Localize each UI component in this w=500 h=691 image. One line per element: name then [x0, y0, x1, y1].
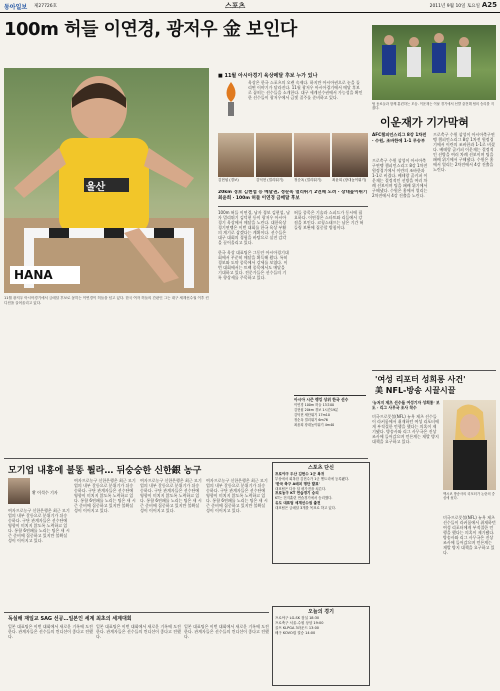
issue-number: 제27726호 [34, 4, 58, 9]
byline-photo [8, 478, 30, 504]
sponsor-logo: HANA [14, 268, 53, 282]
page-number: A25 [481, 1, 497, 9]
brief-body: 대표팀은 금메달 3개를 목표로 하고 있다. [275, 505, 337, 510]
lower-divider [4, 458, 368, 459]
tv-box [272, 606, 370, 686]
main-kicker: ■ 11월 아시아경기 육상메달 후보 누가 있나 [218, 73, 318, 79]
main-summary: 20km 경보 김현섭 등 메달권, 정순옥 멀리뛰기 2연패 노려 · 장대높이뛰기 최윤희 · 100m 허들 이연경 금메달 후보 [218, 190, 368, 201]
tv-row: 프로축구 서울-수원 상암 19:00 [275, 621, 324, 625]
hurdle-photo-caption: 11월 광저우 아시아경기에서 금메달 후보로 꼽히는 이연경이 허들을 넘고 있다. 한국 여자 허들의 간판인 그는 대구 세계선수권 이후 컨디션을 끌어올리고 있다. [4, 296, 209, 305]
stats-table [294, 395, 366, 456]
sub-body-3: 일본 대표팀은 이번 대회에서 새로운 기록에 도전한다. 관계자들은 선수들의 컨디션이 좋다고 전했다. [184, 624, 269, 639]
tv-row: 골프 KLPGA 3라운드 13:00 [275, 626, 320, 630]
brief-head: 프로농구 KT 연습경기 승리 [275, 491, 319, 495]
soccer-photo-caption: 팀 동료들과 함께 훈련하는 모습. 이운재는 이날 경기에서 선발 출전해 팀의 승리를 지켰다. [372, 102, 494, 110]
sub-body: 일본 대표팀은 이번 대회에서 새로운 기록에 도전한다. 관계자들은 선수들의 컨디션이 좋다고 전했다. [8, 624, 93, 639]
hurdle-photo [4, 68, 209, 293]
nfl-headline: '여성 리포터 성희롱 사건' [375, 375, 466, 384]
sponsor-board [10, 266, 80, 284]
brief-body: 대표팀은 다음 달 평가전을 치른다. [275, 486, 327, 491]
portrait-caption-1: 김현섭 (경보) [218, 178, 239, 182]
tv-row: 프로야구 LG-SK 잠실 18:30 [275, 616, 320, 620]
portrait-row [218, 133, 368, 185]
stats-row: 김현섭 20km 경보 1시간19분 [294, 408, 339, 412]
brief-head: 유도 대표팀 세계선수권 출전 [275, 500, 321, 505]
basketball-body-2: 여자프로농구 신한은행은 최근 모기업의 내부 갈등으로 분위기가 뒤숭숭하다. 구단 관계자들은 선수단에 영향이 미치지 않도록 노력하고 있다. 통합 6연패를 노리는 팀은 새 시즌 준비에 집중하고 있지만 불확실성이 이어지고 있다. [74, 478, 136, 513]
byline: 황 이석수 기자 [32, 490, 58, 495]
stats-row: 정순옥 멀리뛰기 6m76 [294, 418, 328, 422]
nfl-body: 미국프로풋볼(NFL) 뉴욕 제츠 선수들이 라커룸에서 취재하던 여성 리포터에게 부적절한 언행을 했다는 의혹이 제기됐다. 방송사와 리그 사무국은 진상 조사에 들어갔으며 언론계는 재발 방지 대책을 요구하고 있다. [372, 414, 439, 444]
basketball-body: 여자프로농구 신한은행은 최근 모기업의 내부 갈등으로 분위기가 뒤숭숭하다. 구단 관계자들은 선수단에 영향이 미치지 않도록 노력하고 있다. 통합 6연패를 노리는 팀은 새 시즌 준비에 집중하고 있지만 불확실성이 이어지고 있다. [8, 508, 70, 543]
brief-body: 부상에서 회복한 김현수가 1군 엔트리에 등록됐다. [275, 477, 350, 481]
portrait-kim-hyunsub [218, 133, 254, 177]
main-body-d: 허들 종목은 기술과 스피드가 동시에 필요하다. 이연경은 스타트와 리듬에서 강점을 보인다. 코칭스태프는 남은 기간 허들링 보완에 집중할 방침이다. [294, 210, 364, 230]
hurdler-illustration [4, 68, 209, 293]
basketball-headline: 모기업 내홍에 불똥 튈라… 뒤숭숭한 신한銀 농구 [8, 466, 202, 476]
section-title: 스포츠 [225, 2, 246, 10]
portrait-caption-4: 최윤희 (장대높이뛰기) [332, 178, 367, 182]
summary-divider [218, 206, 368, 207]
portrait-caption-3: 정순옥 (멀리뛰기) [294, 178, 322, 182]
portrait-caption-2: 김덕현 (멀리뛰기) [256, 178, 284, 182]
stats-row: 김덕현 세단뛰기 17m10 [294, 413, 330, 417]
brand-name: 동아일보 [4, 4, 28, 11]
portrait-kim-dukhyun [256, 133, 292, 177]
soccer-body-cont: 프로축구 수원 삼성이 아시아축구연맹 챔피언스리그 8강 1차전 원정경기에서 이란의 조바한과 1-1로 비겼다. 베테랑 골키퍼 이운재는 결정적인 선방을 여러 차례 선보이며 팀을 패배 위기에서 구해냈다. 수원은 홈에서 열리는 2차전에서 4강 진출을 노린다. [433, 132, 495, 172]
main-body-a: 육상은 한국 스포츠의 오랜 숙제다. 하지만 아시아권으로 눈을 돌리면 이야기가 달라진다. 11월 광저우 아시아경기에서 메달 후보로 꼽히는 선수들을 소개한다. 대구 세계선수권에서 가능성을 확인한 선수들이 광저우에서 금빛 질주를 준비하고 있다. [248, 80, 363, 100]
torch-icon [218, 80, 244, 118]
main-body-c: 한국 육상 대표팀은 그동안 아시아경기대회에서 꾸준히 메달을 획득해 왔다. 특히 경보와 도약 종목에서 강세를 보였다. 이번 대회에서는 트랙 종목에서도 메달을 기대하고 있다. 전문가들은 선수들의 기록 향상세를 주목하고 있다. [218, 250, 289, 280]
masthead [0, 0, 500, 13]
issue-date: 2011년 9월 10일 토요일 [429, 4, 480, 9]
nfl-body-cont: 미국프로풋볼(NFL) 뉴욕 제츠 선수들이 라커룸에서 취재하던 여성 리포터에게 부적절한 언행을 했다는 의혹이 제기됐다. 방송사와 리그 사무국은 진상 조사에 들어갔으며 언론계는 재발 방지 대책을 요구하고 있다. [443, 515, 496, 555]
portrait-choi-yunhee [332, 133, 368, 177]
brief-head: 프로야구 두산 김현수 1군 복귀 [275, 472, 325, 476]
tv-title: 오늘의 경기 [308, 609, 334, 615]
portrait-jung-soonok [294, 133, 330, 177]
main-body-b: 100m 허들 이연경, 남자 경보 김현섭, 남자 멀리뛰기 김덕현 등이 광저우 아시아경기 육상에서 메달을 노린다. 대한육상경기연맹은 이번 대회를 한국 육상 부활의 계기로 삼겠다는 계획이다. 선수들은 대구 대회의 경험을 바탕으로 실전 감각을 끌어올리고 있다. [218, 210, 290, 245]
basketball-body-4: 여자프로농구 신한은행은 최근 모기업의 내부 갈등으로 분위기가 뒤숭숭하다. 구단 관계자들은 선수단에 영향이 미치지 않도록 노력하고 있다. 통합 6연패를 노리는 팀은 새 시즌 준비에 집중하고 있지만 불확실성이 이어지고 있다. [206, 478, 268, 513]
nfl-lead: '뉴저지 제츠 선수들 여성기자 성희롱' 보도 · 리그 사무국 조사 착수 [372, 400, 440, 410]
main-kicker-text: 11월 아시아경기 육상메달 후보 누가 있나 [224, 73, 318, 79]
stats-title: 아시아 시즌 랭킹 상위 한국 선수 [294, 397, 349, 402]
brief-head: '한국 축구 A매치 명단 발표' [275, 481, 320, 486]
bib-label: 울산 [86, 182, 106, 193]
reporter-photo [443, 400, 496, 490]
reporter-caption: 멕시코 방송사의 리포터가 논란의 중심에 섰다. [443, 492, 495, 500]
sub-body-2: 일본 대표팀은 이번 대회에서 새로운 기록에 도전한다. 관계자들은 선수들의 컨디션이 좋다고 전했다. [96, 624, 181, 639]
nfl-divider [372, 370, 496, 371]
basketball-body-3: 여자프로농구 신한은행은 최근 모기업의 내부 갈등으로 분위기가 뒤숭숭하다. 구단 관계자들은 선수단에 영향이 미치지 않도록 노력하고 있다. 통합 6연패를 노리는 팀은 새 시즌 준비에 집중하고 있지만 불확실성이 이어지고 있다. [140, 478, 202, 513]
soccer-subhead: AFC챔피언스리그 8강 1차전 · 수원, 조바한에 1-1 무승부 [372, 132, 427, 143]
sub-divider [4, 612, 269, 613]
briefs-title: 스포츠 단신 [308, 465, 334, 471]
sub-headline: 독실해 재일교 SAG 선공…일본인 세계 최초의 세계대회 [8, 616, 132, 622]
briefs-box [272, 462, 370, 564]
soccer-photo [372, 25, 496, 100]
soccer-headline: 이운재가 기가막혀 [380, 116, 469, 129]
brief-body: KT는 전지훈련 연습경기에서 승리했다. [275, 496, 333, 500]
stats-row: 이연경 100m 허들 13초00 [294, 403, 335, 407]
soccer-body: 프로축구 수원 삼성이 아시아축구연맹 챔피언스리그 8강 1차전 원정경기에서 이란의 조바한과 1-1로 비겼다. 베테랑 골키퍼 이운재는 결정적인 선방을 여러 차례 선보이며 팀을 패배 위기에서 구해냈다. 수원은 홈에서 열리는 2차전에서 4강 진출을 노린다. [372, 158, 428, 198]
main-headline: 100m 허들 이연경, 광저우 金 보인다 [4, 19, 297, 40]
nfl-subhead: 美 NFL-방송 시끌시끌 [375, 386, 456, 395]
stats-row: 최윤희 장대높이뛰기 4m40 [294, 423, 335, 427]
tv-row: 배구 KOVO컵 결승 14:00 [275, 631, 316, 635]
